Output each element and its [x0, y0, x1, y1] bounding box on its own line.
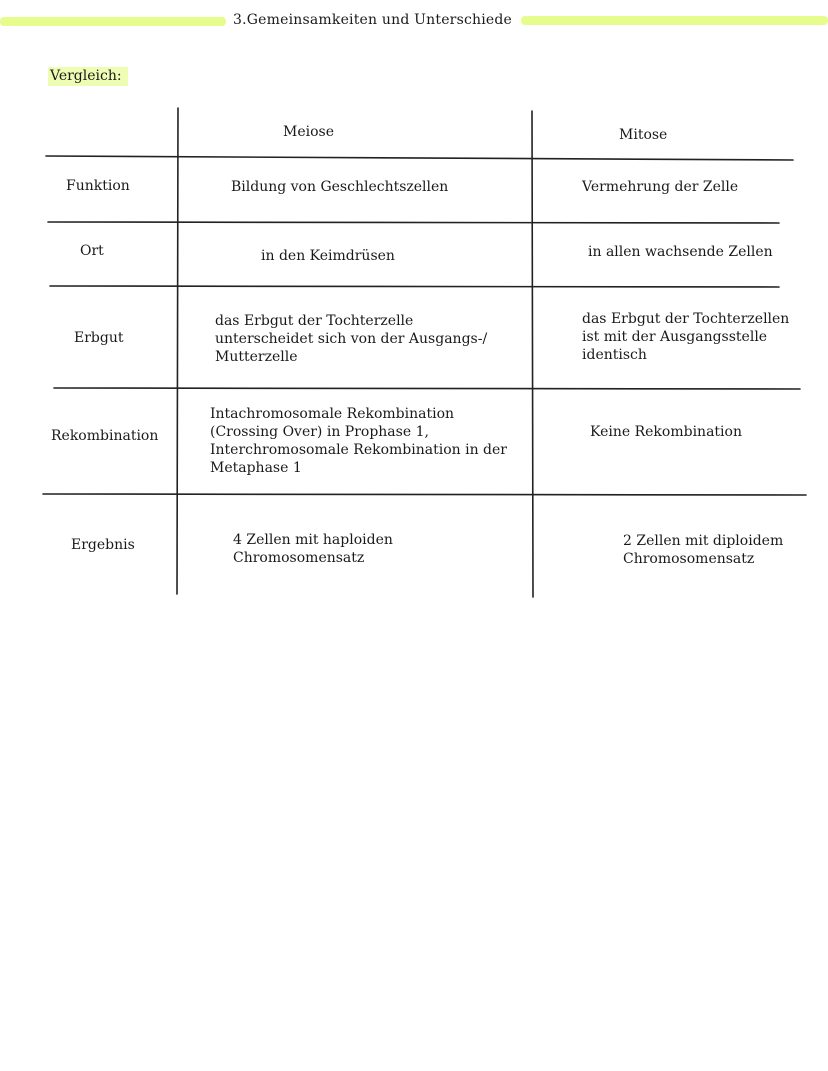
- meiose-ergebnis: [233, 531, 393, 567]
- meiose-ort: [261, 247, 395, 265]
- section-title: 3.Gemeinsamkeiten und Unterschiede: [233, 12, 513, 28]
- grid-hline-3: [50, 286, 779, 287]
- row-label-funktion: Funktion: [66, 178, 130, 194]
- row-label-ort: Ort: [80, 243, 104, 259]
- text-line: in allen wachsende Zellen: [588, 244, 773, 260]
- mitose-rekombination: [590, 423, 742, 441]
- subheading-vergleich: Vergleich:: [48, 67, 128, 86]
- mitose-ort: [588, 243, 773, 261]
- meiose-funktion: [231, 178, 448, 196]
- text-line: Mutterzelle: [215, 349, 298, 365]
- mitose-ergebnis: [623, 532, 783, 568]
- grid-hline-1: [46, 156, 793, 160]
- row-label-ergebnis: Ergebnis: [71, 537, 135, 553]
- grid-hline-2: [48, 222, 779, 223]
- text-line: 2 Zellen mit diploidem: [623, 533, 784, 549]
- meiose-rekombination: [210, 405, 507, 477]
- mitose-funktion: [582, 178, 738, 196]
- mitose-erbgut: [582, 310, 789, 364]
- text-line: Bildung von Geschlechtszellen: [231, 179, 449, 195]
- column-header-mitose: Mitose: [619, 127, 668, 143]
- row-label-rekombination: Rekombination: [51, 428, 159, 444]
- text-line: in den Keimdrüsen: [261, 248, 395, 264]
- text-line: unterscheidet sich von der Ausgangs-/: [215, 331, 488, 347]
- text-line: Chromosomensatz: [233, 550, 365, 566]
- text-line: Interchromosomale Rekombination in der: [210, 442, 507, 458]
- text-line: identisch: [582, 347, 647, 363]
- text-line: Chromosomensatz: [623, 551, 755, 567]
- grid-vline-2: [532, 111, 533, 597]
- text-line: Metaphase 1: [210, 460, 302, 476]
- text-line: Intachromosomale Rekombination: [210, 406, 455, 422]
- text-line: Keine Rekombination: [590, 424, 742, 440]
- row-label-erbgut: Erbgut: [74, 330, 124, 346]
- text-line: 4 Zellen mit haploiden: [233, 532, 393, 548]
- text-line: das Erbgut der Tochterzelle: [215, 313, 414, 329]
- text-line: ist mit der Ausgangsstelle: [582, 329, 768, 345]
- grid-hline-5: [43, 494, 806, 495]
- grid-vline-1: [177, 108, 178, 594]
- column-header-meiose: Meiose: [283, 124, 334, 140]
- text-line: (Crossing Over) in Prophase 1,: [210, 424, 429, 440]
- text-line: das Erbgut der Tochterzellen: [582, 311, 790, 327]
- meiose-erbgut: [215, 312, 487, 366]
- grid-hline-4: [54, 388, 800, 389]
- text-line: Vermehrung der Zelle: [582, 179, 739, 195]
